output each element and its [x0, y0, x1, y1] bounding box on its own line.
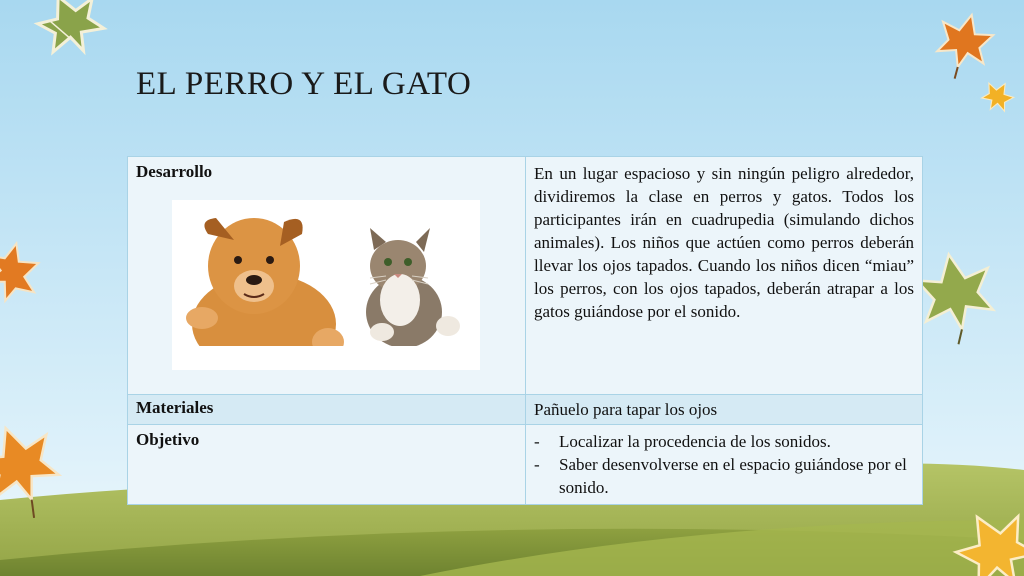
slide-title: EL PERRO Y EL GATO — [136, 66, 472, 102]
objectives-list — [534, 430, 914, 499]
list-item: - Saber desenvolverse en el espacio guiándose por el sonido. — [534, 453, 914, 499]
materials-value: Pañuelo para tapar los ojos — [526, 395, 923, 425]
list-item: - Localizar la procedencia de los sonidos. — [534, 430, 914, 453]
table-row — [128, 157, 923, 395]
row-label-cell — [128, 157, 526, 395]
activity-table — [127, 156, 923, 505]
table-row — [128, 425, 923, 505]
row-label: Objetivo — [128, 425, 526, 505]
development-description: En un lugar espacioso y sin ningún peligro alrededor, dividiremos la clase en perros y gatos. Todos los participantes irán en cuadrupedia (simulando dichos animales). Los niños que actúen como perros deberán llevar los ojos tapados. Cuando los niños dicen “miau” los perros, con los ojos tapados, deberán atrapar a los gatos guiándose por el sonido. — [526, 157, 923, 395]
row-label: Desarrollo — [136, 162, 213, 181]
row-label: Materiales — [128, 395, 526, 425]
objectives-cell — [526, 425, 923, 505]
dog-and-cat-photo — [172, 200, 480, 370]
table-row — [128, 395, 923, 425]
